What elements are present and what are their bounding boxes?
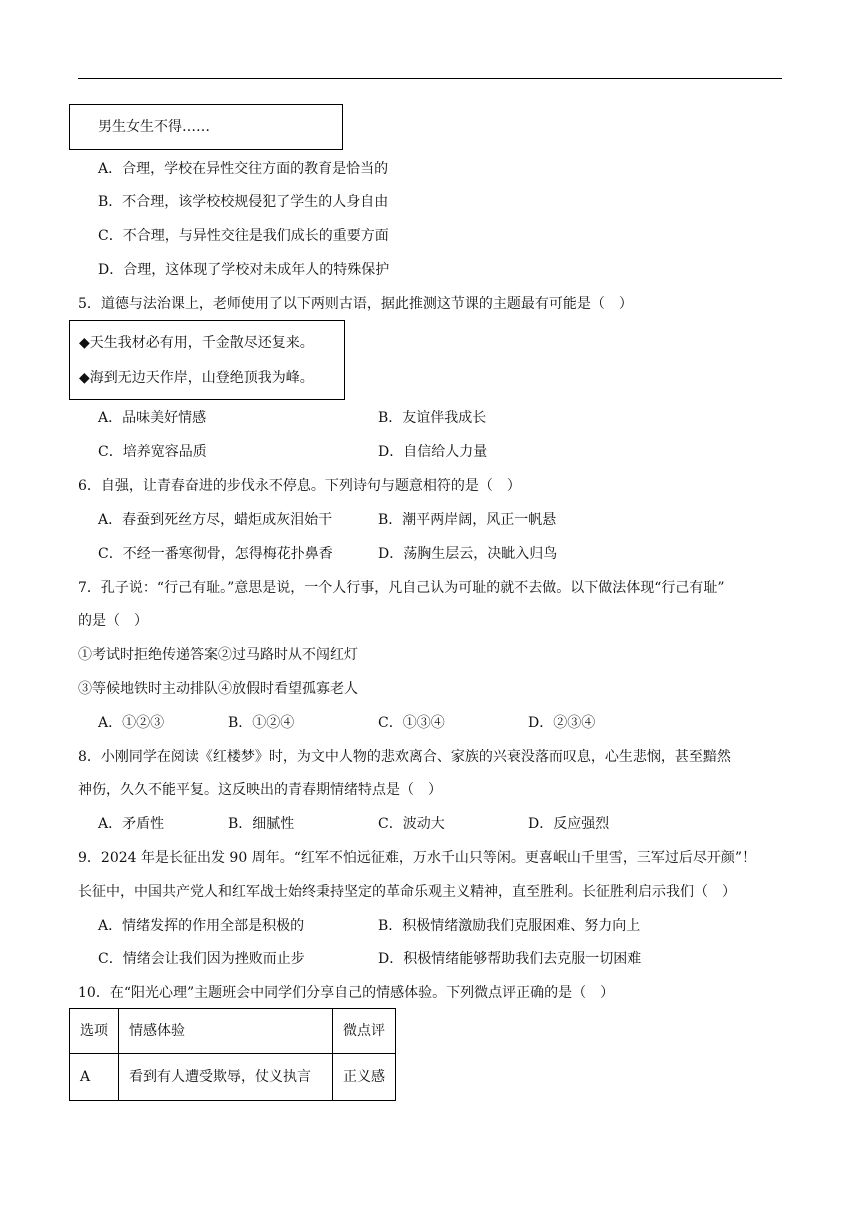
q6-option-b: B．潮平两岸阔，风正一帆悬 <box>378 512 557 528</box>
q9-option-c: C．情绪会让我们因为挫败而止步 <box>98 951 305 967</box>
q6-option-d: D．荡胸生层云，决眦入归鸟 <box>378 546 558 562</box>
header-rule <box>78 78 782 79</box>
q10-table <box>69 1008 396 1101</box>
q8-option-a: A．矛盾性 <box>98 816 165 832</box>
q5-quote-2: ◆海到无边天作岸，山登绝顶我为峰。 <box>79 370 314 386</box>
q6-option-c: C．不经一番寒彻骨，怎得梅花扑鼻香 <box>98 546 333 562</box>
table-cell-comment: 正义感 <box>333 1054 396 1101</box>
q5-quote-1: ◆天生我材必有用，千金散尽还复来。 <box>79 335 314 351</box>
quote-box-rules <box>69 104 343 150</box>
q4-option-c: C．不合理，与异性交往是我们成长的重要方面 <box>98 228 389 244</box>
q7-option-b: B．①②④ <box>228 715 295 731</box>
q9-option-a: A．情绪发挥的作用全部是积极的 <box>98 918 305 934</box>
q9-stem-line-2: 长征中，中国共产党人和红军战士始终秉持坚定的革命乐观主义精神，直至胜利。长征胜利启示我们（ ） <box>78 884 736 900</box>
q8-option-c: C．波动大 <box>378 816 445 832</box>
table-header-row <box>70 1009 396 1054</box>
table-cell-experience: 看到有人遭受欺辱，仗义执言 <box>119 1054 333 1101</box>
q7-stem-line-2: 的是（ ） <box>78 613 148 629</box>
q8-option-d: D．反应强烈 <box>528 816 610 832</box>
q6-option-a: A．春蚕到死丝方尽，蜡炬成灰泪始干 <box>98 512 333 528</box>
q4-option-b: B．不合理，该学校校规侵犯了学生的人身自由 <box>98 194 389 210</box>
q7-item-1: ①考试时拒绝传递答案②过马路时从不闯红灯 <box>78 647 358 663</box>
q4-option-d: D．合理，这体现了学校对未成年人的特殊保护 <box>98 262 390 278</box>
q5-option-c: C．培养宽容品质 <box>98 444 207 460</box>
quote-box-q5 <box>69 320 345 400</box>
box-text: 男生女生不得…… <box>98 119 210 135</box>
q5-option-a: A．品味美好情感 <box>98 410 207 426</box>
q7-option-d: D．②③④ <box>528 715 596 731</box>
q8-option-b: B．细腻性 <box>228 816 295 832</box>
q5-option-b: B．友谊伴我成长 <box>378 410 487 426</box>
q7-option-a: A．①②③ <box>98 715 165 731</box>
table-row <box>70 1054 396 1101</box>
q6-stem: 6．自强，让青春奋进的步伐永不停息。下列诗句与题意相符的是（ ） <box>78 478 521 494</box>
q5-option-d: D．自信给人力量 <box>378 444 488 460</box>
q7-option-c: C．①③④ <box>378 715 445 731</box>
q4-option-a: A．合理，学校在异性交往方面的教育是恰当的 <box>98 161 389 177</box>
table-header-experience: 情感体验 <box>119 1009 333 1054</box>
q9-option-b: B．积极情绪激励我们克服困难、努力向上 <box>378 918 641 934</box>
table-header-option: 选项 <box>70 1009 119 1054</box>
q7-item-2: ③等候地铁时主动排队④放假时看望孤寡老人 <box>78 681 358 697</box>
q9-stem-line-1: 9．2024 年是长征出发 90 周年。“红军不怕远征难，万水千山只等闲。更喜岷山千里雪，三军过后尽开颜”！ <box>78 850 757 866</box>
q8-stem-line-2: 神伤，久久不能平复。这反映出的青春期情绪特点是（ ） <box>78 782 442 798</box>
q9-option-d: D．积极情绪能够帮助我们去克服一切困难 <box>378 951 642 967</box>
table-header-comment: 微点评 <box>333 1009 396 1054</box>
q7-stem-line-1: 7．孔子说：“行己有耻。”意思是说，一个人行事，凡自己认为可耻的就不去做。以下做法体现“行己有耻” <box>78 580 725 596</box>
q5-stem: 5．道德与法治课上，老师使用了以下两则古语，据此推测这节课的主题最有可能是（ ） <box>78 296 633 312</box>
q8-stem-line-1: 8．小刚同学在阅读《红楼梦》时，为文中人物的悲欢离合、家族的兴衰没落而叹息，心生悲悯，甚至黯然 <box>78 749 731 765</box>
q10-stem: 10．在“阳光心理”主题班会中同学们分享自己的情感体验。下列微点评正确的是（ ） <box>78 985 615 1001</box>
table-cell-option: A <box>70 1054 119 1101</box>
